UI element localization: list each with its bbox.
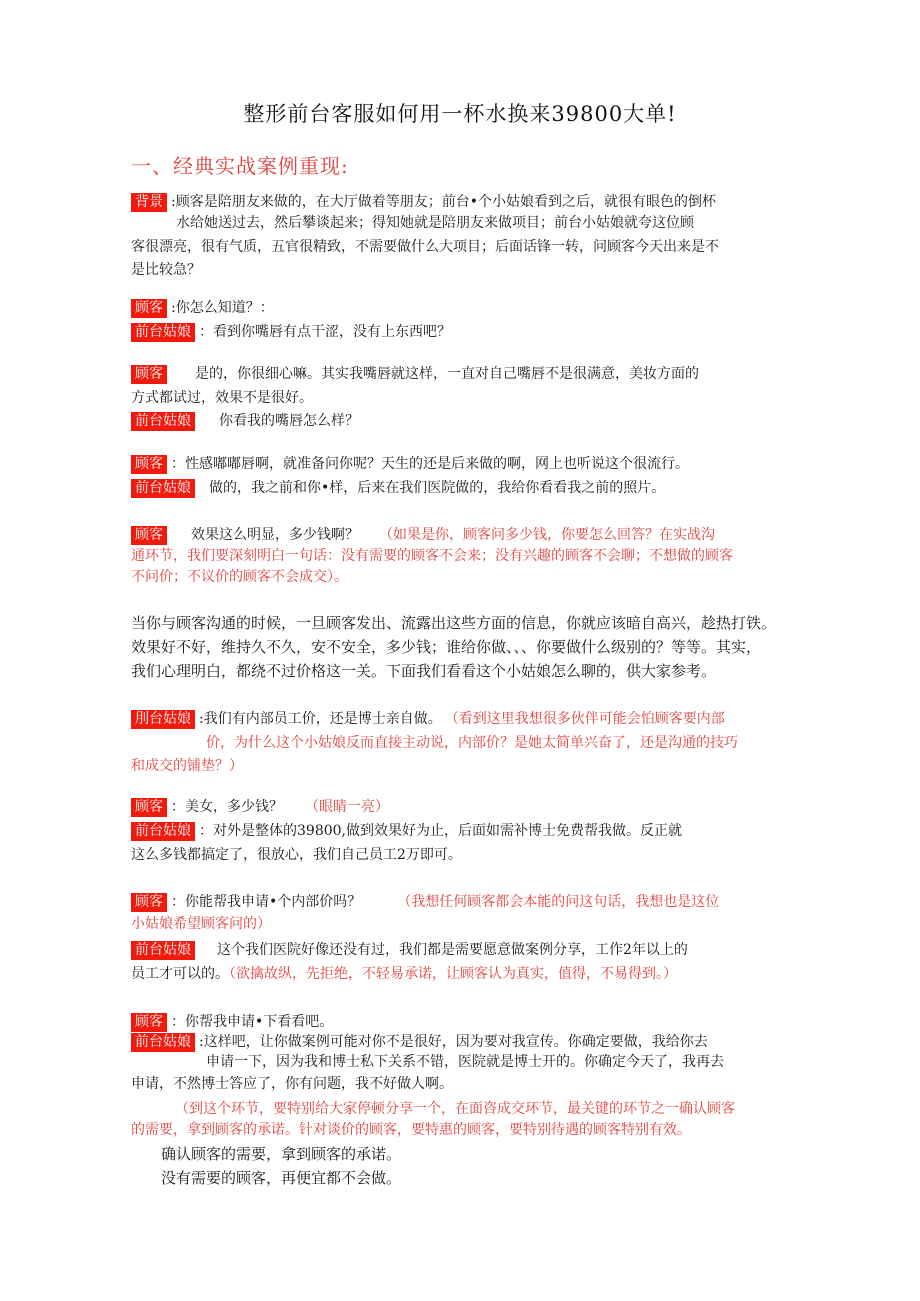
label-customer: 顾客 xyxy=(131,299,167,318)
paragraph-line: 我们心理明白，都绕不过价格这一关。下面我们看看这个小姑娘怎么聊的，供大家参考。 xyxy=(131,662,717,680)
section-heading: 一、经典实战案例重现: xyxy=(131,154,349,178)
document-title: 整形前台客服如何用一杯水换来39800大单! xyxy=(243,102,677,126)
dialog-text: 做的，我之前和你•样，后来在我们医院做的，我给你看看我之前的照片。 xyxy=(209,480,666,496)
dialog-text: ：美女，多少钱？ xyxy=(171,799,283,815)
dialog-line-customer xyxy=(131,298,274,318)
label-receptionist: 前台姑娘 xyxy=(131,941,195,960)
commentary-text: （我想任何顾客都会本能的问这句话，我想也是这位 xyxy=(397,894,720,910)
commentary-line: 和成交的铺垫？） xyxy=(131,758,243,774)
background-line: 水给她送过去，然后攀谈起来；得知她就是陪朋友来做项目；前台小姑娘就夸这位顾 xyxy=(176,215,694,231)
dialog-line-customer xyxy=(131,892,719,912)
commentary-line: 小姑娘希望顾客问的） xyxy=(131,916,271,932)
dialog-line-receptionist xyxy=(131,322,451,342)
dialog-line xyxy=(131,964,677,984)
dialog-text: :我们有内部员工价，还是博士亲自做。 xyxy=(199,711,442,727)
dialog-text: :这样吧，让你做案例可能对你不是很好，因为要对我宣传。你确定要做，我给你去 xyxy=(199,1034,708,1050)
background-line: 客很漂亮，很有气质，五官很精致，不需要做什么大项目；后面话锋一转，问顾客今天出来是不 xyxy=(131,239,719,255)
commentary-line: 不问价；不议价的顾客不会成交）。 xyxy=(131,569,348,585)
label-receptionist: 刖台姑娘 xyxy=(131,710,195,729)
label-receptionist: 前台姑娘 xyxy=(131,1033,195,1052)
background-line: 是比较急？ xyxy=(131,262,201,278)
commentary-text: （眼睛一亮） xyxy=(305,799,389,815)
label-customer: 顾客 xyxy=(131,893,167,912)
label-customer: 顾客 xyxy=(131,455,167,474)
paragraph-line: 当你与顾客沟通的时候，一旦顾客发出、流露出这些方面的信息，你就应该暗自高兴，趁热打铁。 xyxy=(131,614,777,632)
dialog-text: ：你帮我申请•下看看吧。 xyxy=(171,1014,334,1030)
dialog-text: 这个我们医院好像还没有过，我们都是需要愿意做案例分享，工作2年以上的 xyxy=(217,942,688,958)
label-receptionist: 前台姑娘 xyxy=(131,412,195,431)
conclusion-line: 确认顾客的需要，拿到顾客的承诺。 xyxy=(161,1145,402,1163)
label-customer: 顾客 xyxy=(131,1013,167,1032)
commentary-line: 通环节，我们要深刻明白一句话：没有需要的顾客不会来；没有兴趣的顾客不会聊；不想做的顾客 xyxy=(131,548,733,564)
dialog-line-customer xyxy=(131,525,715,545)
label-customer: 顾客 xyxy=(131,526,167,545)
dialog-line-customer xyxy=(131,364,699,384)
dialog-line-customer xyxy=(131,797,389,817)
label-receptionist: 前台姑娘 xyxy=(131,479,195,498)
dialog-text: 员工才可以的。 xyxy=(131,966,229,982)
dialog-line-receptionist xyxy=(131,478,665,498)
dialog-line: 申请一下，因为我和博士私下关系不错，医院就是博士开的。你确定今天了，我再去 xyxy=(206,1054,724,1070)
dialog-text: 效果这么明显，多少钱啊？ xyxy=(191,527,359,543)
label-background: 背景 xyxy=(131,193,167,212)
conclusion-line: 没有需要的顾客，再便宜都不会做。 xyxy=(161,1169,402,1187)
commentary-text: （看到这里我想很多伙伴可能会怕顾客要内部 xyxy=(451,711,725,727)
dialog-line: 申请，不然博士答应了，你有问题，我不好做人啊。 xyxy=(131,1076,453,1092)
dialog-text: ：你能帮我申请•个内部价吗？ xyxy=(171,894,362,910)
dialog-line-receptionist xyxy=(131,940,688,960)
label-customer: 顾客 xyxy=(131,798,167,817)
commentary-text: （欲擒故纵，先拒绝，不轻易承诺，让顾客认为真实，值得，不易得到。） xyxy=(229,966,677,982)
background-text: :顾客是陪朋友来做的，在大厅做着等朋友；前台•个小姑娘看到之后，就很有眼色的倒杯 xyxy=(171,194,716,210)
label-customer: 顾客 xyxy=(131,365,167,384)
dialog-text: ：对外是整体的39800,做到效果好为止，后面如需补博士免费帮我做。反正就 xyxy=(199,823,682,839)
dialog-line-customer xyxy=(131,454,689,474)
commentary-line: 价，为什么这个小姑娘反而直接主动说，内部价？是她太简单兴奋了，还是沟通的技巧 xyxy=(206,735,738,751)
dialog-line-receptionist xyxy=(131,1032,708,1052)
dialog-line-customer xyxy=(131,1012,333,1032)
dialog-text: ：看到你嘴唇有点干涩，没有上东西吧？ xyxy=(199,324,451,340)
background-line xyxy=(131,192,716,212)
dialog-line-receptionist xyxy=(131,709,725,729)
note-line: （到这个环节，要特别给大家停顿分享一个，在面咨成交环节，最关键的环节之一确认顾客 xyxy=(175,1101,735,1117)
dialog-text: 你看我的嘴唇怎么样？ xyxy=(219,413,359,429)
note-line: 的需要，拿到顾客的承诺。针对谈价的顾客，要特惠的顾客，要特别待遇的顾客特别有效。 xyxy=(131,1122,691,1138)
dialog-text: ：性感嘟嘟唇啊，就准备问你呢？天生的还是后来做的啊，网上也听说这个很流行。 xyxy=(171,456,689,472)
commentary-text: （如果是你，顾客问多少钱，你要怎么回答？在实战沟 xyxy=(379,527,715,543)
dialog-line: 这么多钱都搞定了，很放心，我们自己员工2万即可。 xyxy=(131,847,462,863)
label-receptionist: 前台姑娘 xyxy=(131,323,195,342)
dialog-line-receptionist xyxy=(131,821,682,841)
dialog-text: 是的，你很细心嘛。其实我嘴唇就这样，一直对自己嘴唇不是很满意，美妆方面的 xyxy=(195,366,699,382)
dialog-text: :你怎么知道？： xyxy=(171,300,274,316)
paragraph-line: 效果好不好，维持久不久，安不安全，多少钱；谁给你做、、、你要做什么级别的？等等。其实， xyxy=(131,638,762,656)
dialog-line: 方式都试过，效果不是很好。 xyxy=(131,390,313,406)
label-receptionist: 前台姑娘 xyxy=(131,822,195,841)
dialog-line-receptionist xyxy=(131,411,359,431)
